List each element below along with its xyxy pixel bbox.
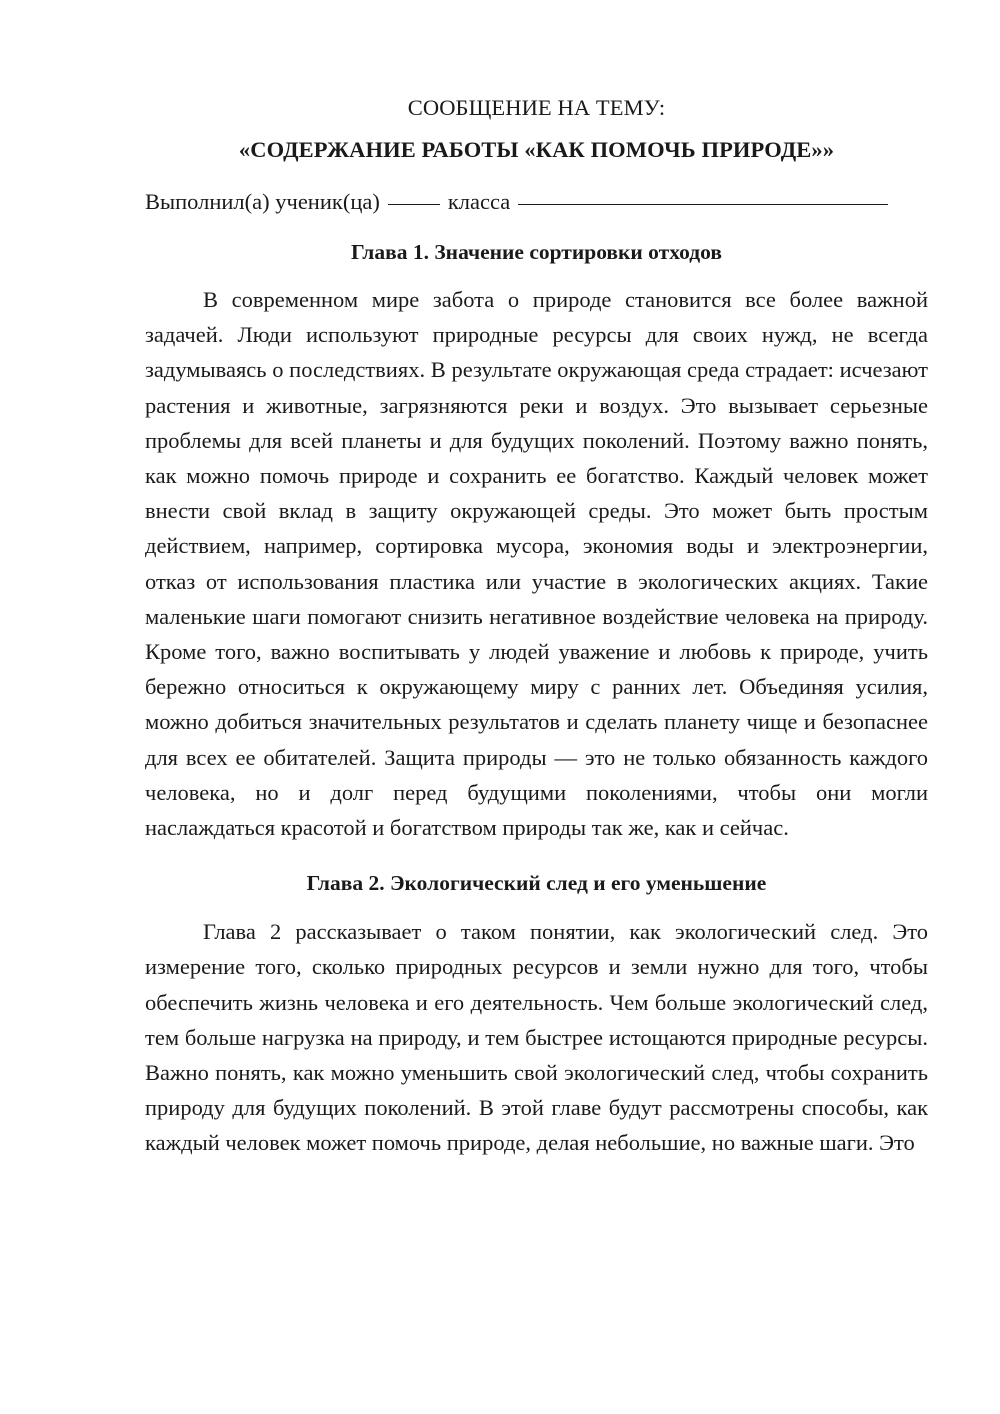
student-info-line bbox=[145, 184, 928, 220]
document-page bbox=[145, 90, 928, 1161]
class-label: класса bbox=[447, 189, 511, 214]
name-blank bbox=[518, 180, 888, 205]
chapter1-heading: Глава 1. Значение сортировки отходов bbox=[351, 240, 722, 264]
grade-blank bbox=[388, 180, 440, 205]
chapter2-paragraph: Глава 2 рассказывает о таком понятии, как экологический след. Это измерение того, сколько природных ресурсов и земли нужно для того, чтобы обеспечить жизнь человека и его деятельность. Чем больше экологический след, тем больше нагрузка на природу, и тем быстрее истощаются природные ресурсы. Важно понять, как можно уменьшить свой экологический след, чтобы сохранить природу для будущих поколений. В этой главе будут рассмотрены способы, как каждый человек может помочь природе, делая небольшие, но важные шаги. Это bbox=[145, 919, 928, 1156]
student-label: Выполнил(а) ученик(ца) bbox=[145, 189, 380, 214]
document-title-line1: СООБЩЕНИЕ НА ТЕМУ: bbox=[407, 95, 666, 120]
chapter2-heading: Глава 2. Экологический след и его уменьшение bbox=[306, 871, 767, 896]
chapter1-paragraph: В современном мире забота о природе становится все более важной задачей. Люди используют природные ресурсы для своих нужд, не всегда задумываясь о последствиях. В результате окружающая среда страдает: исчезают растения и животные, загрязняются реки и воздух. Это вызывает серьезные проблемы для всей планеты и для будущих поколений. Поэтому важно понять, как можно помочь природе и сохранить ее богатство. Каждый человек может внести свой вклад в защиту окружающей среды. Это может быть простым действием, например, сортировка мусора, экономия воды и электроэнергии, отказ от использования пластика или участие в экологических акциях. Такие маленькие шаги помогают снизить негативное воздействие человека на природу. Кроме того, важно воспитывать у людей уважение и любовь к природе, учить бережно относиться к окружающему миру с ранних лет. Объединяя усилия, можно добиться значительных результатов и сделать планету чище и безопаснее для всех ее обитателей. Защита природы — это не только обязанность каждого человека, но и долг перед будущими поколениями, чтобы они могли наслаждаться красотой и богатством природы так же, как и сейчас. bbox=[145, 287, 928, 841]
document-title-line2: «СОДЕРЖАНИЕ РАБОТЫ «КАК ПОМОЧЬ ПРИРОДЕ»» bbox=[238, 137, 835, 162]
